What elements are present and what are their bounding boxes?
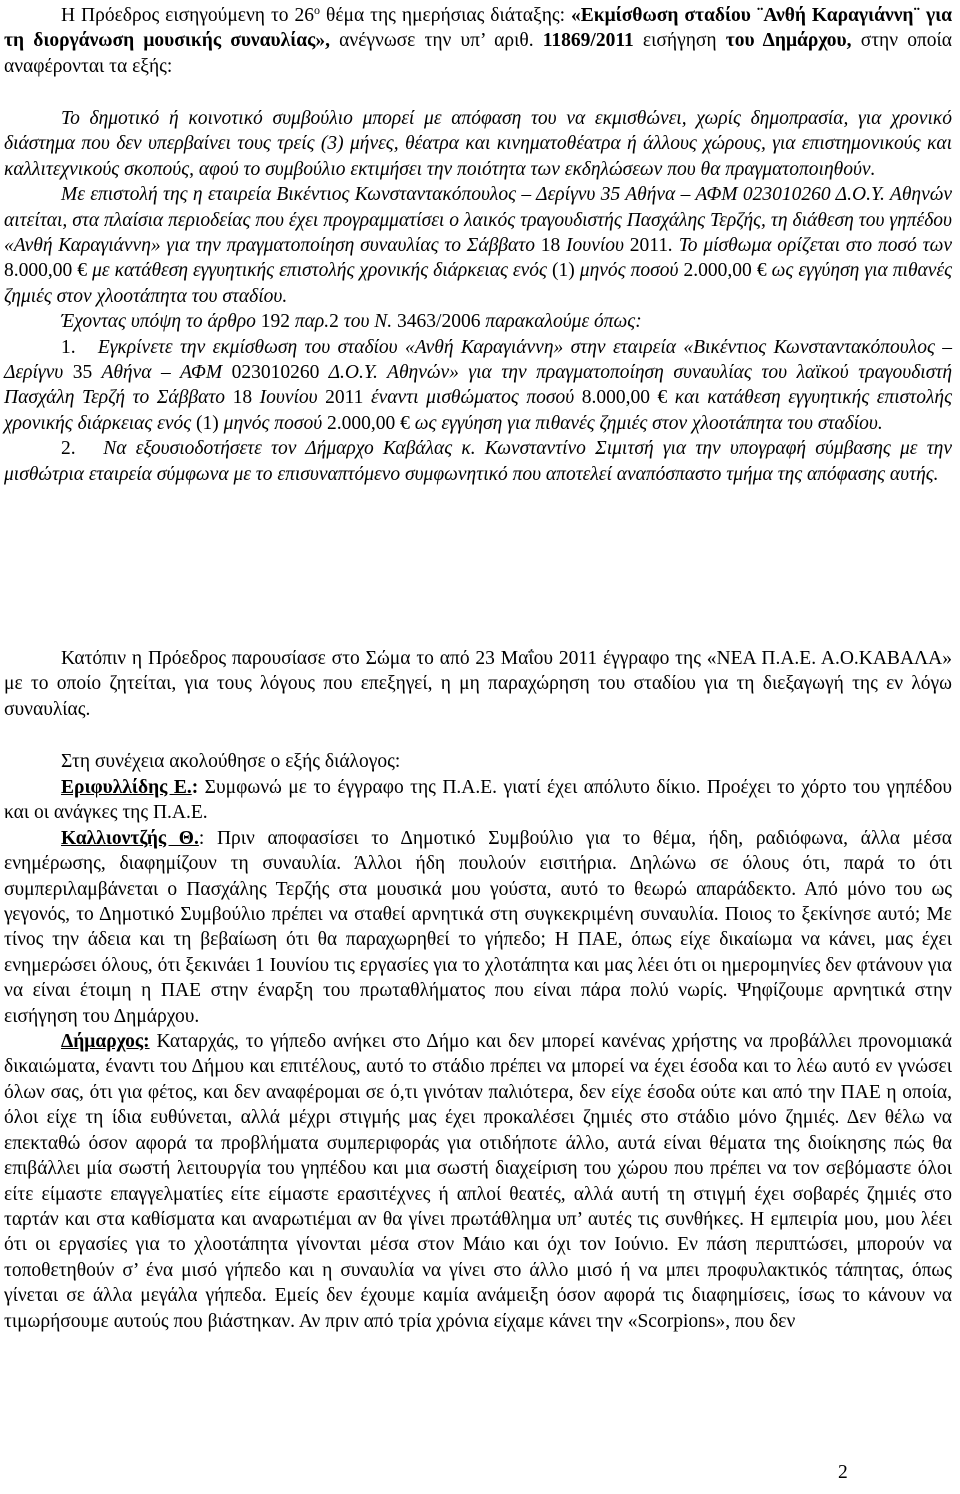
dialogue-entry: Καλλιοντζής Θ.: Πριν αποφασίσει το Δημοτικό Συμβούλιο για το θέμα, ήδη, ραδιόφωνα, άλλα μέσα ενημέρωσης, διαφημίζουν τη συναυλία. Άλλοι ήδη πουλούν εισιτήρια. Δηλώνω σε όλους ότι, παρά το ότι συμπεριλαμβάνεται ο Πασχάλης Τερζής στα μουσικά μου γούστα, αυτό το θεωρώ απαράδεκτο. Από μόνο του ως γεγονός, το Δημοτικό Συμβούλιο πρέπει να σταθεί αρνητικά στη συγκεκριμένη συναυλία. Ποιος το ξεκίνησε αυτό; Με τίνος την άδεια και τη βεβαίωση ότι θα παραχωρηθεί το γήπεδο; Η ΠΑΕ, όπως είχε δικαίωμα να κάνει, μας έχει ενημερώσει όλους, ότι ξεκινάει 1 Ιουνίου τις εργασίες για το χλοτάπητα και μας λέει ότι οι ημερομηνίες δεν φτάνουν για να είναι έτοιμη η ΠΑΕ στην έναρξη του πρωταθλήματος που είναι πάρα πολύ νωρίς. Ψηφίζουμε αρνητικά στην εισήγηση του Δημάρχου.: [4, 827, 953, 1027]
intro-paragraph: Η Πρόεδρος εισηγούμενη το $26^o$ θέμα της ημερήσιας διάταξης: «Εκμίσθωση σταδίου ¨Ανθή Καραγιάννη¨ για τη διοργάνωση μουσικής συναυλίας», ανέγνωσε την υπ’ αριθ. 11869/2011 εισήγηση του Δημάρχου, στην οποία αναφέρονται τα εξής:: [4, 3, 953, 77]
speech-text: Πριν αποφασίσει το Δημοτικό Συμβούλιο για το θέμα, ήδη, ραδιόφωνα, άλλα μέσα ενημέρωσης, διαφημίζουν τη συναυλία. Άλλοι ήδη πουλούν εισιτήρια. Δηλώνω σε όλους ότι, παρά το ότι συμπεριλαμβάνεται ο Πασχάλης Τερζής στα μουσικά μου γούστα, αυτό το θεωρώ απαράδεκτο. Από μόνο του ως γεγονός, το Δημοτικό Συμβούλιο πρέπει να σταθεί αρνητικά στη συγκεκριμένη συναυλία. Ποιος το ξεκίνησε αυτό; Με τίνος την άδεια και τη βεβαίωση ότι θα παραχωρηθεί το γήπεδο; Η ΠΑΕ, όπως είχε δικαίωμα να κάνει, μας έχει ενημερώσει όλους, ότι ξεκινάει 1 Ιουνίου τις εργασίες για το χλοτάπητα και μας λέει ότι οι ημερομηνίες δεν φτάνουν για να είναι έτοιμη η ΠΑΕ στην έναρξη του πρωταθλήματος που είναι πάρα πολύ νωρίς. Ψηφίζουμε αρνητικά στην εισήγηση του Δημάρχου.: [4, 827, 953, 1027]
followup-paragraph: Κατόπιν η Πρόεδρος παρουσίασε στο Σώμα το από 23 Μαΐου 2011 έγγραφο της «ΝΕΑ Π.Α.Ε. Α.Ο.ΚΑΒΑΛΑ» με το οποίο ζητείται, για τους λόγους που επεξηγεί, η μη παραχώρηση του σταδίου για τη διεξαγωγή της εν λόγω συναυλίας.: [4, 648, 952, 720]
speech-text: Καταρχάς, το γήπεδο ανήκει στο Δήμο και δεν μπορεί κανένας χρήστης να προβάλλει προνομιακά δικαιώματα, έναντι του Δήμου και επιτέλους, αυτό το στάδιο πρέπει να μπορεί να έχει έσοδα και το λέω αυτό εν γνώσει όλων σας, ότι για φέτος, και δεν αναφέρομαι σε ό,τι γινόταν παλιότερα, δεν είχε έσοδα ούτε και από την ΠΑΕ η οποία, όλοι είχε τη ίδια ευθύνεται, αλλά μέχρι στιγμής μας έχει προκαλέσει ζημιές στο στάδιο μόνο ζημιές. Δεν θέλω να επεκταθώ όσον αφορά τα προβλήματα συμπεριφοράς για οτιδήποτε άλλο, αυτά είναι θέματα της διοίκησης πώς θα επιβάλλει μία σωστή λειτουργία του γηπέδου και μια σωστή διαχείριση του χώρου που πρέπει να τον σεβόμαστε όλοι είτε είμαστε επαγγελματίες είτε είμαστε ερασιτέχνες ή απλοί θεατές, αλλά αυτή τη στιγμή έχει σοβαρές ζημιές στο ταρτάν και στα καθίσματα και αναρωτιέμαι αν θα γίνει πρωτάθλημα υπ’ αυτές τις συνθήκες. Η εμπειρία μου, μου λέει ότι οι εργασίες για το χλοοτάπητα γίνονται μέσα στον Μάιο και όχι τον Ιούνιο. Εν πάση περιπτώσει, μπορούν να τοποθετηθούν σ’ ένα μισό γήπεδο και η συναυλία να γίνει στο άλλο μισό ή να μπει προφυλακτικός τάπητας, όπως γίνεται σε άλλα μεγάλα γήπεδα. Εμείς δεν έχουμε καμία ανάμειξη όσον αφορά τις διαφημίσεις, ίσως το κάνουν να τιμωρήσουμε αυτούς που βιάστηκαν. Αν πριν από τρία χρόνια είχαμε κάνει την «Scorpions», που δεν: [4, 1031, 952, 1332]
speaker-name: Δήμαρχος:: [61, 1031, 150, 1053]
dialogue-intro: Στη συνέχεια ακολούθησε ο εξής διάλογος:: [61, 751, 401, 772]
proposal-number: 11869/2011: [542, 30, 634, 52]
item-number: 1.: [61, 336, 76, 358]
dialogue-entry: [4, 1029, 952, 1334]
item-number: 2.: [61, 438, 76, 460]
ordinal-superscript: ο: [314, 3, 321, 17]
proposal-text: [4, 106, 952, 487]
dialogue: [4, 775, 952, 1334]
proposal-paragraph-2: Με επιστολή της η εταιρεία Βικέντιος Κωνσταντακόπουλος – Δερίγνυ 35 Αθήνα – ΑΦΜ 023010260 Δ.Ο.Υ. Αθηνών αιτείται, στα πλαίσια περιοδείας που έχει προγραμματίσει ο λαικός τραγουδιστής Πασχάλης Τερζής, τη διάθεση του γηπέδου «Ανθή Καραγιάννη» για την πραγματοποίηση συναυλίας το Σάββατο 18 Ιουνίου 2011. Το μίσθωμα ορίζεται στο ποσό των 8.000,00 € με κατάθεση εγγυητικής επιστολής χρονικής διάρκειας ενός (1) μηνός ποσού 2.000,00 € ως εγγύηση για πιθανές ζημιές στον χλοοτάπητα του σταδίου.: [4, 184, 953, 307]
dialogue-entry: Εριφυλλίδης Ε.: Συμφωνώ με το έγγραφο της Π.Α.Ε. γιατί έχει απόλυτο δίκιο. Προέχει το χόρτο του γηπέδου και οι ανάγκες της Π.Α.Ε.: [4, 777, 952, 824]
proposal-paragraph-1: Το δημοτικό ή κοινοτικό συμβούλιο μπορεί με απόφαση του να εκμισθώνει, χωρίς δημοπρασία, για χρονικό διάστημα που δεν υπερβαίνει τους τρείς (3) μήνες, θέατρα και κινηματοθέατρα ή άλλους χώρους, για επιστημονικούς και καλλιτεχνικούς σκοπούς, αφού το συμβούλιο εκτιμήσει την ποιότητα των εκδηλώσεων που θα πραγματοποιηθούν.: [4, 108, 952, 180]
proposal-paragraph-3: Έχοντας υπόψη το άρθρο 192 παρ.2 του Ν. 3463/2006 παρακαλούμε όπως:: [61, 311, 642, 333]
speaker-name: Καλλιοντζής Θ.: [61, 827, 199, 849]
speaker-name: Εριφυλλίδης Ε.: [61, 777, 192, 798]
page-number: 2: [838, 1462, 848, 1483]
proposal-item-1: 1. Εγκρίνετε την εκμίσθωση του σταδίου «Ανθή Καραγιάννη» στην εταιρεία «Βικέντιος Κωνσταντακόπουλος – Δερίγνυ 35 Αθήνα – ΑΦΜ 023010260 Δ.Ο.Υ. Αθηνών» για την πραγματοποίηση συναυλίας του λαϊκού τραγουδιστή Πασχάλη Τερζή το Σάββατο 18 Ιουνίου 2011 έναντι μισθώματος ποσού 8.000,00 € και κατάθεση εγγυητικής επιστολής χρονικής διάρκειας ενός (1) μηνός ποσού 2.000,00 € ως εγγύηση για πιθανές ζημιές στον χλοοτάπητα του σταδίου.: [4, 336, 953, 434]
mayor-reference: του Δημάρχου,: [725, 30, 852, 52]
agenda-topic: «Εκμίσθωση σταδίου ¨Ανθή Καραγιάννη¨ για τη διοργάνωση μουσικής συναυλίας»,: [4, 5, 952, 52]
proposal-item-2: 2. Να εξουσιοδοτήσετε τον Δήμαρχο Καβάλας κ. Κωνσταντίνο Σιμιτσή για την υπογραφή σύμβασης με την μισθώτρια εταιρεία σύμφωνα με το επισυναπτόμενο συμφωνητικό που αποτελεί αναπόσπαστο τμήμα της απόφασης αυτής.: [4, 438, 953, 485]
speech-text: Συμφωνώ με το έγγραφο της Π.Α.Ε. γιατί έχει απόλυτο δίκιο. Προέχει το χόρτο του γηπέδου και οι ανάγκες της Π.Α.Ε.: [4, 777, 952, 824]
